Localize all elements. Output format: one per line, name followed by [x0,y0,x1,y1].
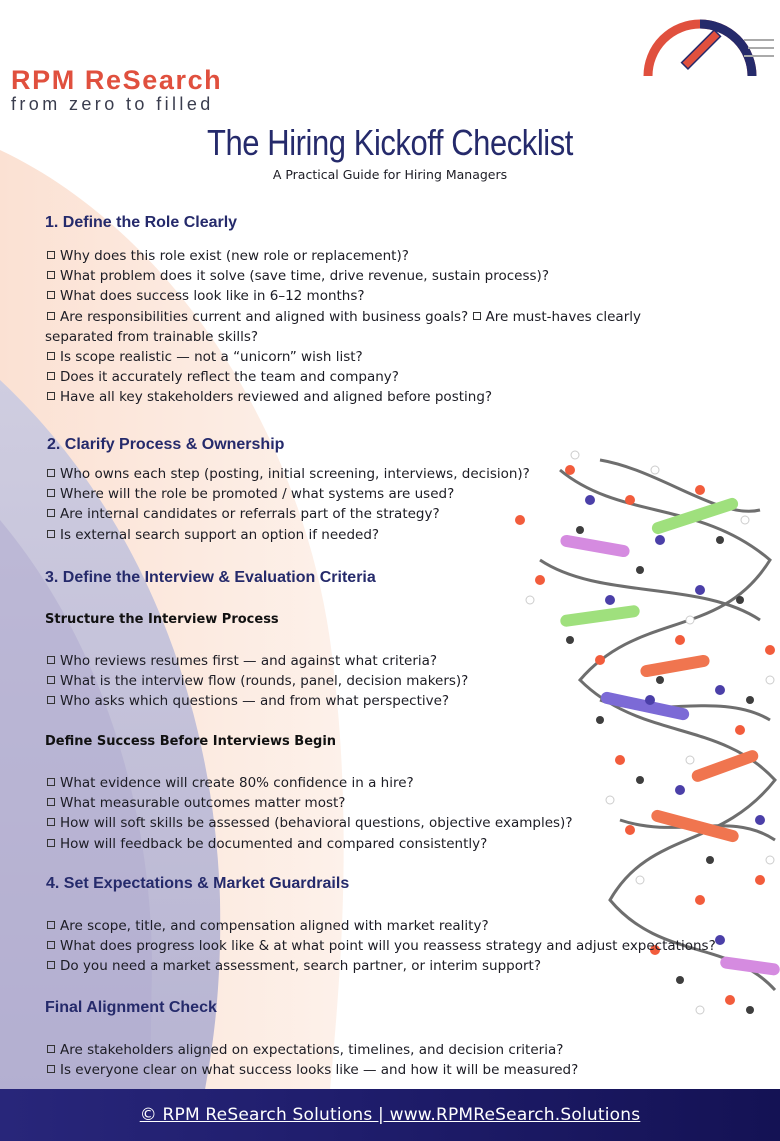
checkbox-icon[interactable] [47,656,55,664]
checklist-item[interactable]: Who reviews resumes first — and against what criteria? [47,651,747,671]
checkbox-icon[interactable] [47,392,55,400]
section-2-heading: 2. Clarify Process & Ownership [47,436,285,453]
checklist-item[interactable]: Are scope, title, and compensation aligned with market reality? [47,916,767,936]
checklist-item[interactable]: What does progress look like & at what point will you reassess strategy and adjust expectations? [47,936,767,956]
checkbox-icon[interactable] [47,778,55,786]
checklist-item[interactable]: Why does this role exist (new role or replacement)? [47,246,747,266]
final-check-list [47,1040,747,1080]
brand-logo [11,66,222,114]
checkbox-icon[interactable] [47,312,55,320]
checkbox-icon[interactable] [47,696,55,704]
brand-tagline: from zero to filled [11,94,214,114]
checkbox-icon[interactable] [47,509,55,517]
page-title: The Hiring Kickoff Checklist [207,122,573,163]
checkbox-icon[interactable] [47,291,55,299]
footer-bar [0,1089,780,1141]
checklist-item[interactable]: Are responsibilities current and aligned with business goals? Are must-haves clearly [47,307,747,327]
section-3-list-structure [47,651,747,712]
section-2-list [47,464,747,545]
checklist-item-continued: separated from trainable skills? [45,328,259,345]
checkbox-icon[interactable] [47,271,55,279]
checkbox-icon[interactable] [47,372,55,380]
section-1-list [47,246,747,408]
checkbox-icon[interactable] [47,798,55,806]
checklist-item[interactable]: Have all key stakeholders reviewed and aligned before posting? [47,387,747,407]
footer-link[interactable]: © RPM ReSearch Solutions | www.RPMReSearch.Solutions [139,1105,641,1125]
section-3-heading: 3. Define the Interview & Evaluation Criteria [45,569,376,586]
checklist-item[interactable]: How will soft skills be assessed (behavioral questions, objective examples)? [47,813,747,833]
checkbox-icon[interactable] [47,489,55,497]
section-3-subheading-success: Define Success Before Interviews Begin [45,734,337,749]
section-3-subheading-structure: Structure the Interview Process [45,612,279,627]
checklist-item[interactable]: Is external search support an option if needed? [47,525,747,545]
checkbox-icon[interactable] [47,818,55,826]
final-check-heading: Final Alignment Check [45,999,217,1016]
checklist-item[interactable]: Who owns each step (posting, initial screening, interviews, decision)? [47,464,747,484]
section-1-heading: 1. Define the Role Clearly [45,214,238,231]
checkbox-icon[interactable] [47,941,55,949]
checkbox-icon[interactable] [47,839,55,847]
checklist-item[interactable]: What evidence will create 80% confidence in a hire? [47,773,747,793]
checklist-item[interactable]: Are stakeholders aligned on expectations, timelines, and decision criteria? [47,1040,747,1060]
checkbox-icon[interactable] [47,676,55,684]
checkbox-icon[interactable] [47,1045,55,1053]
checklist-item[interactable]: What does success look like in 6–12 months? [47,286,747,306]
checkbox-icon[interactable] [473,312,481,320]
checklist-item[interactable]: Who asks which questions — and from what perspective? [47,691,747,711]
checkbox-icon[interactable] [47,1065,55,1073]
section-4-heading: 4. Set Expectations & Market Guardrails [46,875,350,892]
checkbox-icon[interactable] [47,921,55,929]
section-3-list-success [47,773,747,854]
checklist-item[interactable]: Are internal candidates or referrals part of the strategy? [47,504,747,524]
checkbox-icon[interactable] [47,251,55,259]
speedometer-icon [640,16,776,80]
checklist-item[interactable]: What is the interview flow (rounds, panel, decision makers)? [47,671,747,691]
checklist-item[interactable]: Do you need a market assessment, search partner, or interim support? [47,956,767,976]
checkbox-icon[interactable] [47,469,55,477]
checklist-item[interactable]: Is scope realistic — not a “unicorn” wish list? [47,347,747,367]
checklist-item[interactable]: How will feedback be documented and compared consistently? [47,834,747,854]
checklist-item[interactable]: Does it accurately reflect the team and company? [47,367,747,387]
checkbox-icon[interactable] [47,352,55,360]
checklist-item[interactable]: What measurable outcomes matter most? [47,793,747,813]
checklist-item[interactable]: Is everyone clear on what success looks like — and how it will be measured? [47,1060,747,1080]
checkbox-icon[interactable] [47,530,55,538]
page-subtitle: A Practical Guide for Hiring Managers [272,167,508,182]
checkbox-icon[interactable] [47,961,55,969]
section-4-list [47,916,767,977]
brand-name: RPM ReSearch [11,65,223,95]
checklist-item[interactable]: What problem does it solve (save time, drive revenue, sustain process)? [47,266,747,286]
checklist-item[interactable]: Where will the role be promoted / what systems are used? [47,484,747,504]
